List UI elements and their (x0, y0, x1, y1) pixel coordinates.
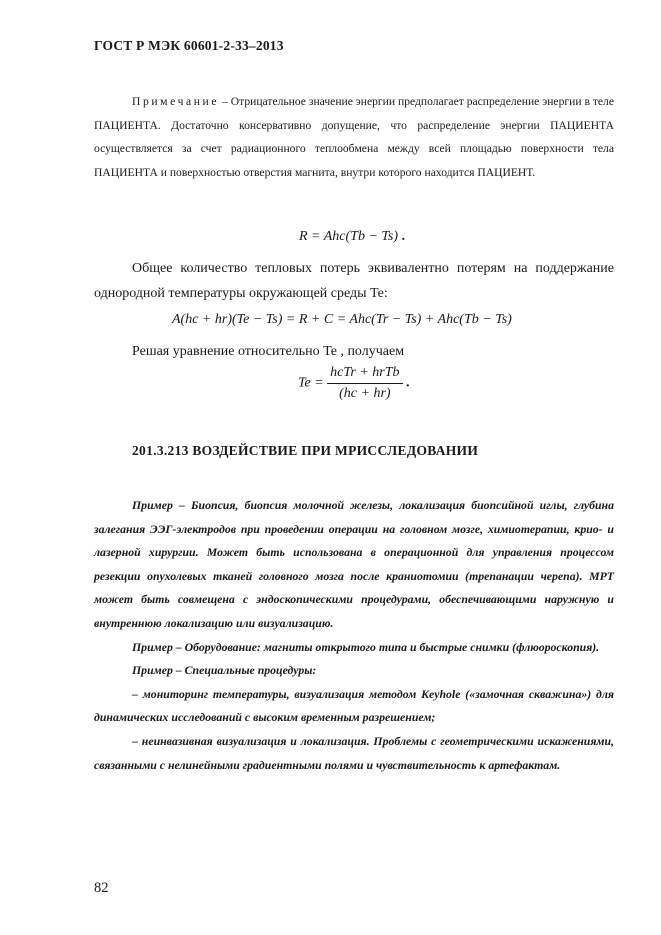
examples-block (94, 494, 614, 777)
equation-1-dot: . (401, 229, 406, 244)
example-paragraph-2: Пример – Оборудование: магниты открытого типа и быстрые снимки (флюороскопия). (132, 639, 600, 654)
equation-3-lhs: Te = (298, 375, 324, 391)
section-title: 201.3.213 ВОЗДЕЙСТВИЕ ПРИ МРИССЛЕДОВАНИИ (132, 443, 479, 458)
equation-3-denominator: (hc + hr) (339, 386, 391, 401)
equation-3-dot: . (406, 375, 410, 391)
paragraph-heat-loss (94, 256, 614, 306)
example-paragraph-3: Пример – Специальные процедуры: (132, 663, 317, 678)
example-list-item-1: – мониторинг температуры, визуализация методом Keyhole («замочная скважина») для динамических исследований с высоким временным разрешением; (94, 686, 614, 725)
equation-1-text: R = Ahc(Tb − Ts) (299, 229, 399, 244)
note-text: – Отрицательное значение энергии предполагает распределение энергии в теле ПАЦИЕНТА. Достаточно консервативно допущение, что распределение энергии ПАЦИЕНТА осуществляется за счет радиационного теплообмена между всей площадью поверхности тела ПАЦИЕНТА и поверхностью отверстия магнита, внутри которого находится ПАЦИЕНТ. (94, 95, 614, 179)
paragraph-heat-loss-text: Общее количество тепловых потерь эквивалентно потерям на поддержание однородной температуры окружающей среды Te: (94, 261, 614, 301)
document-header: ГОСТ Р МЭК 60601-2-33–2013 (94, 38, 284, 53)
equation-2: A(hc + hr)(Te − Ts) = R + C = Ahc(Tr − Ts) + Ahc(Tb − Ts) (172, 312, 512, 327)
note-paragraph (94, 90, 614, 184)
paragraph-solving: Решая уравнение относительно Te , получаем (132, 344, 405, 359)
example-paragraph-1: Пример – Биопсия, биопсия молочной железы, локализация биопсийной иглы, глубина залегания ЭЭГ-электродов при проведении операции на головном мозге, химиотерапии, крио- и лазерной хирургии. Может быть использована в операционной для управления процессом резекции опухолевых тканей головного мозга после краниотомии (трепанации черепа). МРТ может быть совмещена с эндоскопическими процедурами, обеспечивающими наружную и внутреннюю локализацию или визуализацию. (94, 498, 614, 630)
equation-1 (299, 229, 405, 245)
equation-3-fraction (327, 365, 402, 402)
page-number: 82 (94, 880, 109, 896)
equation-3 (298, 365, 410, 402)
note-block (94, 90, 614, 184)
example-list-item-2: – неинвазивная визуализация и локализация. Проблемы с геометрическими искажениями, связанными с нелинейными градиентными полями и чувствительность к артефактам. (94, 733, 614, 772)
note-label: Примечание (132, 95, 220, 108)
equation-3-numerator: hcTr + hrTb (327, 365, 402, 384)
